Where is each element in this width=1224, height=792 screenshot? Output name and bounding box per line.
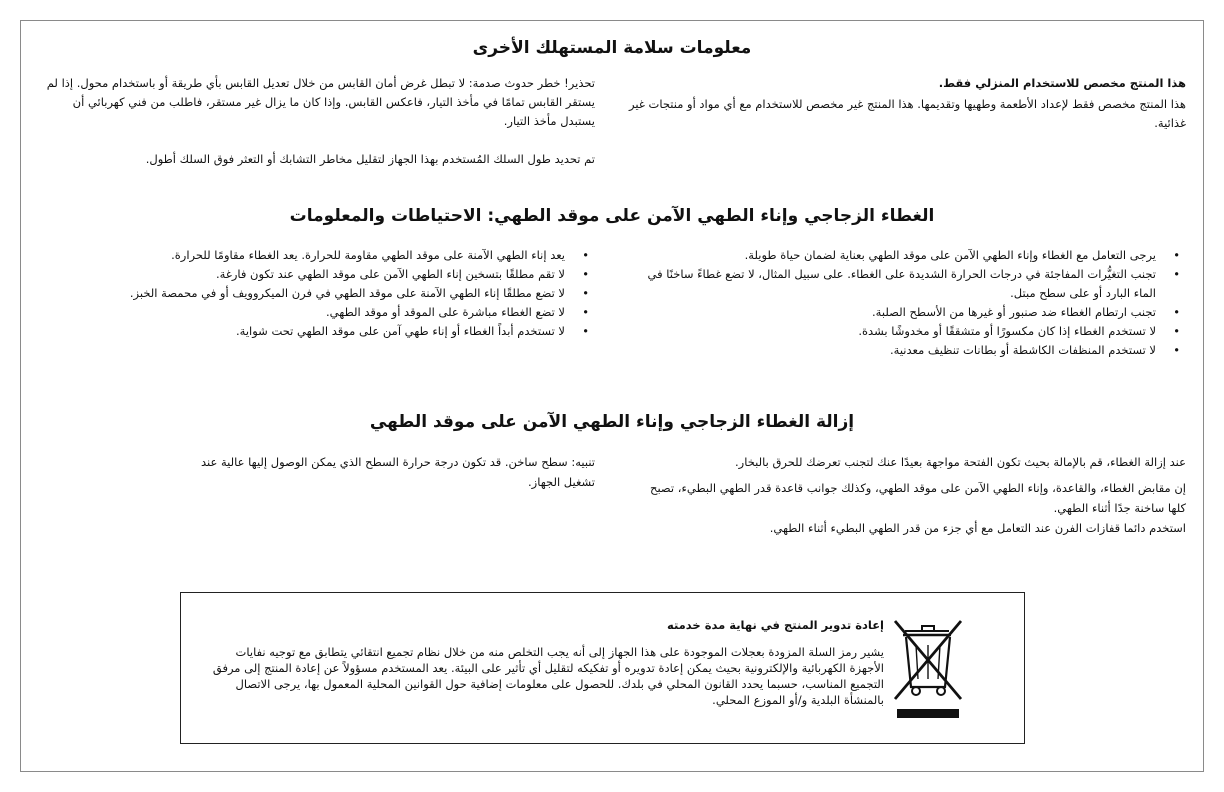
section-title-lid-removal: إزالة الغطاء الزجاجي وإناء الطهي الآمن على موقد الطهي (369, 412, 855, 432)
hot-handles-text: إن مقابض الغطاء، والقاعدة، وإناء الطهي الآمن على موقد الطهي، وكذلك جوانب قاعدة قدر الطهي البطيء، تصبح كلها ساخنة جدًا أثناء الطهي. (650, 481, 1186, 515)
shock-warning-block (40, 74, 595, 169)
list-item: • لا تستخدم أبداً الغطاء أو إناء طهي آمن على موقد الطهي تحت شواية. (30, 322, 595, 341)
lid-removal-tilt-text: عند إزالة الغطاء، قم بالإمالة بحيث تكون الفتحة مواجهة بعيدًا عنك لتجنب تعرضك للحرق بالبخار. (735, 455, 1186, 469)
recycling-notice-box (180, 592, 1025, 744)
list-item: • لا تستخدم الغطاء إذا كان مكسورًا أو متشققًا أو مخدوشًا بشدة. (628, 322, 1186, 341)
shock-warning-text: تحذير! خطر حدوث صدمة: لا تبطل غرض أمان القابس من خلال تعديل القابس بأي طريقة أو باستخدام محول. إذا لم يستقر القابس تمامًا في مأخذ التيار، فاعكس القابس. وإذا كان ما يزال غير مستقر، فاطلب من فني كهربائي أن يستبدل مأخذ التيار. (46, 76, 595, 128)
household-use-block (628, 74, 1186, 133)
household-use-heading: هذا المنتج مخصص للاستخدام المنزلي فقط. (938, 76, 1186, 90)
recycling-body: يشير رمز السلة المزودة بعجلات الموجودة على هذا الجهاز إلى أنه يجب التخلص منه من خلال نظام تجميع انتقائي يتطابق مع توجيه نفايات الأجهزة الكهربائية والإلكترونية بحيث يمكن إعادة تدويره أو تفكيكه لتقليل أي تأثير على البيئة. يعد المستخدم مسؤولاً عن إعادة المنتج إلى مرفق التجميع المناسب، حسبما يحدد القانون المحلي في بلدك. للحصول على معلومات إضافية حول القوانين المحلية المعمول بها، يرجى الاتصال بالمنشأة البلدية و/أو الموزع المحلي. (212, 645, 884, 707)
list-item: • يعد إناء الطهي الآمنة على موقد الطهي مقاومة للحرارة. يعد الغطاء مقاومًا للحرارة. (30, 246, 595, 265)
oven-mitts-text: استخدم دائما قفازات الفرن عند التعامل مع أي جزء من قدر الطهي البطيء أثناء الطهي. (769, 521, 1186, 535)
recycling-text-block (204, 605, 884, 720)
section-title-consumer-safety: معلومات سلامة المستهلك الأخرى (472, 38, 752, 58)
section-title-glass-lid-precautions: الغطاء الزجاجي وإناء الطهي الآمن على موقد الطهي: الاحتياطات والمعلومات (289, 206, 935, 226)
list-item: • لا تستخدم المنظفات الكاشطة أو بطانات تنظيف معدنية. (628, 341, 1186, 360)
list-item: • لا تضع الغطاء مباشرة على الموقد أو موقد الطهي. (30, 303, 595, 322)
lid-precautions-left (30, 246, 595, 341)
household-use-text: هذا المنتج مخصص فقط لإعداد الأطعمة وطهيها وتقديمها. هذا المنتج غير مخصص للاستخدام مع أي مواد أو منتجات غير غذائية. (629, 97, 1186, 130)
recycling-heading: إعادة تدوير المنتج في نهاية مدة خدمته (666, 617, 884, 632)
list-item: • لا تقم مطلقًا بتسخين إناء الطهي الآمن على موقد الطهي عند تكون فارغة. (30, 265, 595, 284)
cord-length-text: تم تحديد طول السلك المُستخدم بهذا الجهاز لتقليل مخاطر التشابك أو التعثر فوق السلك أطول. (145, 152, 595, 166)
list-item: • تجنب ارتطام الغطاء ضد صنبور أو غيرها من الأسطح الصلبة. (628, 303, 1186, 322)
hot-surface-caution-text: تنبيه: سطح ساخن. قد تكون درجة حرارة السطح الذي يمكن الوصول إليها عالية عند تشغيل الجهاز. (200, 455, 595, 489)
lid-precautions-right (628, 246, 1186, 360)
list-item: • تجنب التغيُّرات المفاجئة في درجات الحرارة الشديدة على الغطاء. على سبيل المثال، لا تضع غطاءً ساخنًا في الماء البارد أو على سطح مبتل. (628, 265, 1186, 303)
lid-removal-block (640, 452, 1186, 538)
list-item: • لا تضع مطلقًا إناء الطهي الآمنة على موقد الطهي في فرن الميكروويف أو في محمصة الخبز. (30, 284, 595, 303)
list-item: • يرجى التعامل مع الغطاء وإناء الطهي الآمن على موقد الطهي بعناية لضمان حياة طويلة. (628, 246, 1186, 265)
crossed-out-wheelie-bin-icon (889, 615, 969, 725)
hot-surface-caution-block (180, 452, 595, 492)
